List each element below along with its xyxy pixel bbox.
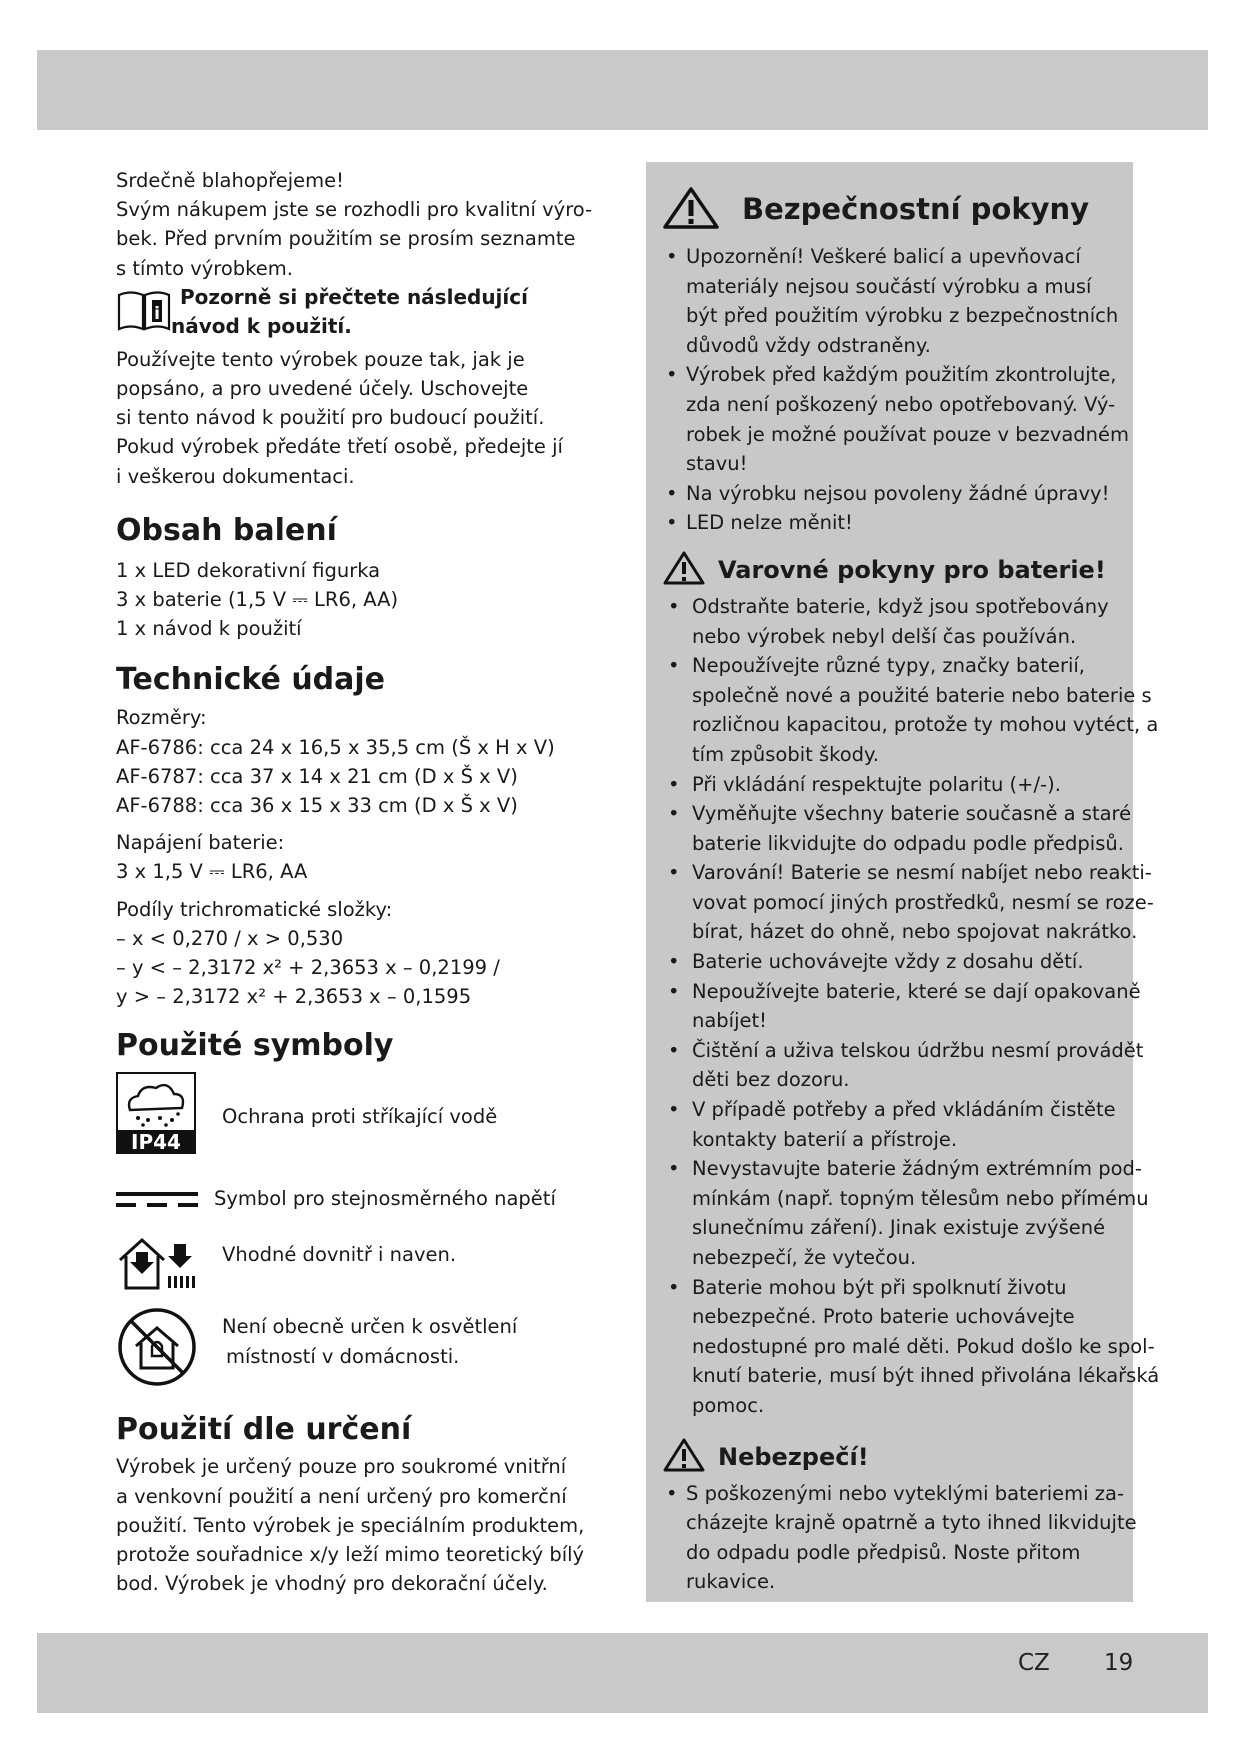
ip44-splash-icon <box>116 1072 196 1154</box>
battery-list <box>656 592 1160 1421</box>
power-value: 3 x 1,5 V ⎓ LR6, AA <box>116 860 308 884</box>
tech-heading: Technické údaje <box>116 662 386 698</box>
list-item-line: nedostupné pro malé děti. Pokud došlo ke spol- <box>692 1334 1155 1358</box>
safety-heading <box>656 184 1133 242</box>
list-item <box>656 799 1133 858</box>
symbol-row <box>116 1072 596 1166</box>
symbol-label: Ochrana proti stříkající vodě <box>222 1105 498 1129</box>
danger-heading <box>656 1435 1133 1479</box>
list-item-line: • Nepoužívejte různé typy, značky baterií, <box>692 654 1085 678</box>
paragraph-line: použití. Tento výrobek je speciálním produktem, <box>116 1513 585 1537</box>
usage-paragraph <box>116 345 596 491</box>
intro-line: bek. Před prvním použitím se prosím seznamte <box>116 227 576 251</box>
footer-language: CZ <box>1018 1650 1050 1676</box>
symbol-label: Vhodné dovnitř i naven. <box>222 1243 457 1267</box>
list-item-line: • Výrobek před každým použitím zkontrolujte, <box>686 363 1117 387</box>
no-household-lighting-icon <box>116 1306 198 1388</box>
paragraph-line: si tento návod k použití pro budoucí použití. <box>116 406 545 430</box>
list-item <box>656 858 1154 947</box>
battery-title: Varovné pokyny pro baterie! <box>718 555 1106 584</box>
symbol-row <box>116 1176 596 1230</box>
package-item: 1 x LED dekorativní figurka <box>116 558 381 582</box>
list-item-line: děti bez dozoru. <box>692 1068 850 1092</box>
list-item-line: cházejte krajně opatrně a tyto ihned likvidujte <box>686 1511 1137 1535</box>
list-item-line: baterie likvidujte do odpadu podle předpisů. <box>692 831 1124 855</box>
list-item-line: • Při vkládání respektujte polaritu (+/-). <box>692 772 1061 796</box>
symbol-label: Není obecně určen k osvětlení <box>222 1315 518 1339</box>
list-item <box>656 1095 1133 1154</box>
list-item-line: mínkám (např. topným tělesům nebo přímému <box>692 1186 1149 1210</box>
list-item-line: • Varování! Baterie se nesmí nabíjet nebo reakti- <box>692 861 1152 885</box>
list-item-line: • Odstraňte baterie, když jsou spotřebovány <box>692 594 1109 618</box>
list-item-line: pomoc. <box>692 1393 765 1417</box>
list-item-line: nebezpečí, že vytečou. <box>692 1246 917 1269</box>
list-item-line: • Na výrobku nejsou povoleny žádné úpravy! <box>686 481 1110 505</box>
symbol-row <box>116 1234 596 1298</box>
list-item-line: • S poškozenými nebo vyteklými bateriemi za- <box>686 1481 1124 1505</box>
left-column <box>116 166 596 1598</box>
ip-badge-text: IP44 <box>131 1130 181 1155</box>
list-item-line: • Vyměňujte všechny baterie současně a staré <box>692 802 1132 826</box>
list-item <box>656 1154 1149 1272</box>
list-item-line: materiály nejsou součástí výrobku a musí <box>686 274 1092 298</box>
list-item-line: zda není poškozený nebo opotřebovaný. Vý- <box>686 392 1116 416</box>
dimension-line: AF-6788: cca 36 x 15 x 33 cm (D x Š x V) <box>116 794 518 818</box>
symbol-label: místností v domácnosti. <box>226 1345 460 1369</box>
paragraph-line: Pokud výrobek předáte třetí osobě, předejte jí <box>116 435 563 459</box>
list-item-line: • LED nelze měnit! <box>686 511 853 535</box>
list-item-line: nebezpečné. Proto baterie uchovávejte <box>692 1305 1075 1329</box>
intended-use-heading: Použití dle určení <box>116 1412 412 1448</box>
list-item <box>656 770 1133 800</box>
symbol-label: Symbol pro stejnosměrného napětí <box>214 1187 556 1211</box>
list-item-line: nebo výrobek nebyl delší čas používán. <box>692 624 1077 648</box>
paragraph-line: popsáno, a pro uvedené účely. Uschovejte <box>116 377 529 401</box>
intro-line: Srdečně blahopřejeme! <box>116 169 344 192</box>
list-item-line: bírat, házet do ohně, nebo spojovat nakrátko. <box>692 920 1138 944</box>
intro-line: Svým nákupem jste se rozhodli pro kvalitní výro- <box>116 198 593 222</box>
list-item-line: důvodů vždy odstraněny. <box>686 333 931 357</box>
paragraph-line: a venkovní použití a není určený pro komerční <box>116 1484 567 1508</box>
notice-text: Pozorně si přečtete následující <box>180 284 528 309</box>
list-item <box>656 508 1133 538</box>
package-item: 1 x návod k použití <box>116 617 302 641</box>
list-item-line: do odpadu podle předpisů. Noste přitom <box>686 1540 1081 1564</box>
danger-list <box>656 1479 1137 1597</box>
list-item-line: slunečnímu záření). Jinak existuje zvýšené <box>692 1216 1106 1240</box>
direct-current-icon <box>116 1190 198 1210</box>
symbol-row <box>116 1304 596 1394</box>
paragraph-line: i veškerou dokumentaci. <box>116 464 355 488</box>
page-number: 19 <box>1104 1650 1134 1676</box>
list-item <box>656 360 1133 478</box>
list-item <box>656 1273 1160 1421</box>
list-item <box>656 592 1133 651</box>
list-item-line: vovat pomocí jiných prostředků, nesmí se roze- <box>692 890 1154 914</box>
svg-text:i: i <box>154 303 160 324</box>
dimension-line: AF-6787: cca 37 x 14 x 21 cm (D x Š x V) <box>116 764 518 788</box>
power-label: Napájení baterie: <box>116 831 285 855</box>
package-heading: Obsah balení <box>116 512 337 548</box>
chroma-label: Podíly trichromatické složky: <box>116 897 393 921</box>
intro-section <box>116 166 596 283</box>
list-item-line: robek je možné používat pouze v bezvadném <box>686 422 1130 446</box>
list-item-line: tím způsobit škody. <box>692 742 879 766</box>
tech-specs <box>116 703 596 1011</box>
list-item-line: rukavice. <box>686 1570 776 1594</box>
header-band <box>37 50 1208 130</box>
list-item-line: stavu! <box>686 452 748 476</box>
list-item-line: • Čištění a uživa telskou údržbu nesmí provádět <box>692 1038 1144 1062</box>
chroma-line: y > – 2,3172 x² + 2,3653 x – 0,1595 <box>116 985 472 1009</box>
chroma-line: – x < 0,270 / x > 0,530 <box>116 926 344 950</box>
notice-text: návod k použití. <box>171 313 352 338</box>
list-item <box>656 242 1133 360</box>
danger-title: Nebezpečí! <box>718 1442 869 1471</box>
list-item-line: společně nové a použité baterie nebo baterie s <box>692 683 1152 707</box>
warning-triangle-icon <box>662 186 720 230</box>
list-item-line: být před použitím výrobku z bezpečnostních <box>686 304 1119 328</box>
safety-list <box>656 242 1133 538</box>
list-item-line: • Baterie uchovávejte vždy z dosahu dětí. <box>692 950 1084 974</box>
paragraph-line: Výrobek je určený pouze pro soukromé vnitřní <box>116 1455 567 1479</box>
list-item-line: • Baterie mohou být při spolknutí životu <box>692 1275 1067 1299</box>
list-item-line: • Nepoužívejte baterie, které se dají opakovaně <box>692 979 1141 1003</box>
list-item-line: • Nevystavujte baterie žádným extrémním pod- <box>692 1157 1142 1181</box>
battery-heading <box>656 548 1133 592</box>
read-manual-notice <box>116 283 596 345</box>
list-item <box>656 947 1133 977</box>
indoor-outdoor-icon <box>116 1236 200 1292</box>
package-list <box>116 556 596 644</box>
warning-triangle-icon <box>662 1437 706 1473</box>
manual-info-icon <box>116 289 172 331</box>
chroma-line: – y < – 2,3172 x² + 2,3653 x – 0,2199 / <box>116 956 500 980</box>
list-item-line: • V případě potřeby a před vkládáním čistěte <box>692 1098 1116 1122</box>
safety-title: Bezpečnostní pokyny <box>742 192 1090 226</box>
package-item: 3 x baterie (1,5 V ⎓ LR6, AA) <box>116 588 399 612</box>
list-item <box>656 651 1159 769</box>
symbols-heading: Použité symboly <box>116 1028 394 1064</box>
list-item-line: nabíjet! <box>692 1009 767 1033</box>
intro-line: s tímto výrobkem. <box>116 256 293 280</box>
paragraph-line: bod. Výrobek je vhodný pro dekorační účely. <box>116 1572 548 1596</box>
list-item-line: knutí baterie, musí být ihned přivolána lékařská <box>692 1364 1160 1388</box>
list-item-line: • Upozornění! Veškeré balicí a upevňovací <box>686 245 1081 268</box>
list-item-line: kontakty baterií a přístroje. <box>692 1127 958 1151</box>
dimension-line: AF-6786: cca 24 x 16,5 x 35,5 cm (Š x H x V) <box>116 735 555 759</box>
paragraph-line: protože souřadnice x/y leží mimo teoretický bílý <box>116 1543 585 1567</box>
list-item <box>656 1036 1144 1095</box>
dimensions-label: Rozměry: <box>116 706 207 730</box>
paragraph-line: Používejte tento výrobek pouze tak, jak je <box>116 347 525 371</box>
list-item <box>656 1479 1137 1597</box>
list-item-line: rozličnou kapacitou, protože ty mohou vytéct, a <box>692 713 1159 737</box>
warning-triangle-icon <box>662 550 706 586</box>
safety-panel <box>646 162 1160 1602</box>
intended-use-paragraph <box>116 1452 596 1598</box>
list-item <box>656 479 1133 509</box>
list-item <box>656 977 1141 1036</box>
